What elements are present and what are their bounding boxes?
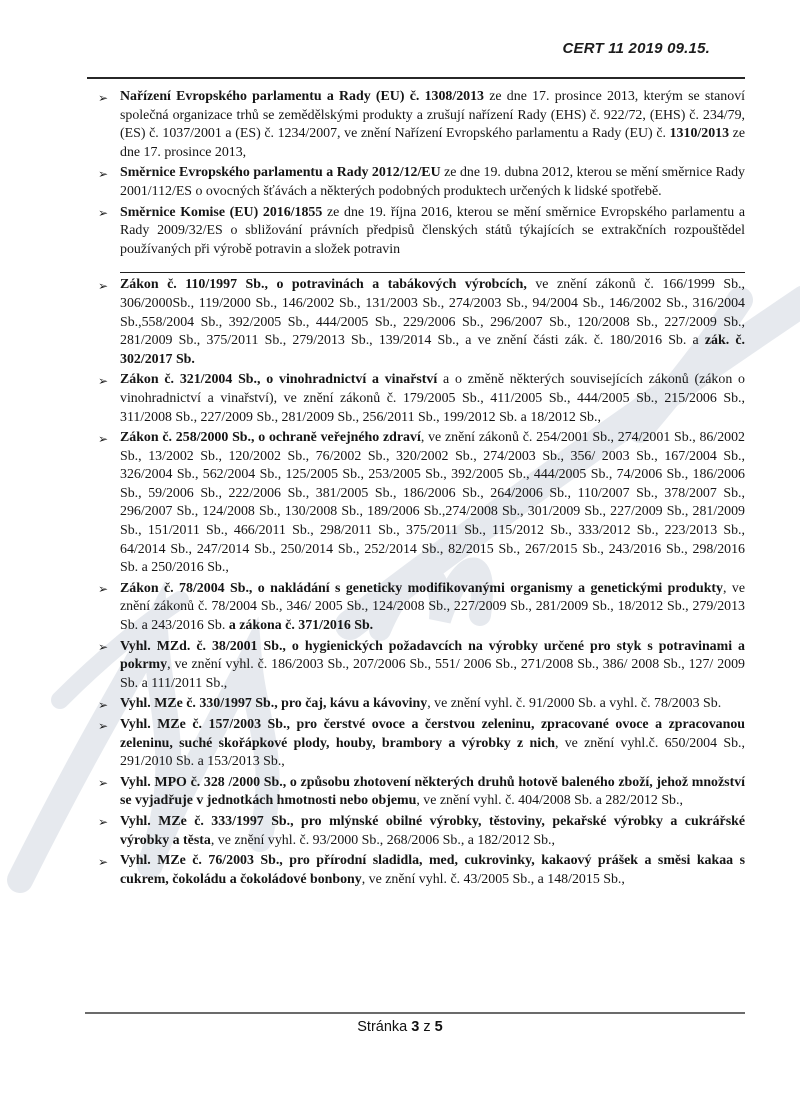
law-amendments: , ve znění vyhl. č. 93/2000 Sb., 268/2006 Sb., a 182/2012 Sb., (210, 832, 555, 848)
law-amendments: a o změně některých souvisejících zákonů (zákon o vinohradnictví a vinařství), ve znění zákonů č. 179/2005 Sb., 411/2005 Sb., 444/2005 Sb., 215/2006 Sb., 311/2008 Sb., 227/2009 Sb., 281/2009 Sb., 256/2011 Sb., 199/2012 Sb. a 18/2012 Sb., (120, 372, 746, 425)
law-title: Vyhl. MZe č. 76/2003 Sb., pro přírodní sladidla, med, cukrovinky, kakaový prášek a směsi kakaa s cukrem, čokoládu a čokoládové bonbony (120, 853, 745, 887)
national-laws-list (98, 276, 745, 889)
law-title: Směrnice Evropského parlamentu a Rady 2012/12/EU (120, 165, 441, 181)
arrow-bullet-icon: ➢ (98, 854, 109, 869)
law-amendments: , ve znění vyhl.č. 650/2004 Sb., 291/2010 Sb. a 153/2013 Sb., (120, 735, 745, 770)
law-amendments: , ve znění zákonů č. 254/2001 Sb., 274/2001 Sb., 86/2002 Sb., 13/2002 Sb., 120/2002 Sb., 76/2002 Sb., 320/2002 Sb., 274/2003 Sb., 356/ 2003 Sb., 167/2004 Sb., 326/2004 Sb., 562/2004 Sb., 125/2005 Sb., 253/2005 Sb., 392/2005 Sb., 444/2005 Sb., 74/2006 Sb., 186/2006 Sb., 59/2006 Sb., 222/2006 Sb., 381/2005 Sb., 186/2006 Sb., 264/2006 Sb., 110/2007 Sb., 378/2007 Sb., 296/2007 Sb., 124/2008 Sb., 130/2008 Sb., 189/2006 Sb.,274/2008 Sb., 301/2009 Sb., 227/2009 Sb., 281/2009 Sb., 151/2011 Sb., 466/2011 Sb., 298/2011 Sb., 375/2011 Sb., 115/2012 Sb., 333/2012 Sb., 223/2013 Sb., 64/2014 Sb., 247/2014 Sb., 250/2014 Sb., 252/2014 Sb., 82/2015 Sb., 267/2015 Sb., 243/2016 Sb., 298/2016 Sb. a 250/2016 Sb., (120, 430, 745, 576)
law-title: Zákon č. 78/2004 Sb., o nakládání s geneticky modifikovanými organismy a genetickými produkty (120, 580, 723, 596)
section-separator-rule (120, 272, 745, 273)
list-item (98, 276, 745, 369)
arrow-bullet-icon: ➢ (98, 431, 109, 446)
law-title: Vyhl. MZe č. 333/1997 Sb., pro mlýnské obilné výrobky, těstoviny, pekařské výrobky a cukrářské výrobky a těsta (120, 813, 745, 848)
law-amendments: ze dne 19. října 2016, kterou se mění směrnice Evropského parlamentu a Rady 2009/32/ES o sbližování právních předpisů členských států týkajících se extrakčních rozpouštědel používaných při výrobě potravin a složek potravin (120, 204, 745, 257)
law-title: Nařízení Evropského parlamentu a Rady (EU) č. 1308/2013 (120, 89, 484, 104)
law-title: a zákona č. 371/2016 Sb. (225, 618, 374, 634)
law-title: Vyhl. MPO č. 328 /2000 Sb., o způsobu zhotovení některých druhů hotově baleného zboží, jehož množství se vyjadřuje v jednotkách hmotnosti nebo objemu (120, 774, 745, 809)
list-item (98, 852, 745, 889)
list-item (98, 88, 745, 162)
footer-rule (85, 1012, 745, 1014)
header-rule (87, 77, 745, 79)
eu-regulations-list (98, 88, 745, 259)
law-amendments: , ve znění vyhl. č. 186/2003 Sb., 207/2006 Sb., 551/ 2006 Sb., 271/2008 Sb., 386/ 2008 Sb., 127/ 2009 Sb. a 111/2011 Sb., (120, 657, 745, 691)
footer-of-word: z (423, 1019, 431, 1035)
list-item (98, 204, 745, 260)
arrow-bullet-icon: ➢ (98, 697, 109, 712)
law-amendments: ve znění zákonů č. 166/1999 Sb., 306/2000Sb., 119/2000 Sb., 146/2002 Sb., 131/2003 Sb., 274/2003 Sb., 94/2004 Sb., 146/2002 Sb., 316/2004 Sb.,558/2004 Sb., 392/2005 Sb., 444/2005 Sb., 229/2006 Sb., 296/2007 Sb., 120/2008 Sb., 227/2009 Sb., 281/2009 Sb., 375/2011 Sb., 279/2013 Sb., 139/2014 Sb., a ve znění části zák. č. 180/2016 Sb. a (120, 277, 745, 349)
list-item (98, 638, 745, 694)
law-title: zák. č. 302/2017 Sb. (120, 333, 746, 367)
arrow-bullet-icon: ➢ (98, 776, 109, 791)
law-amendments: ze dne 17. prosince 2013, kterým se stanoví společná organizace trhů se zemědělskými produkty a zrušují nařízení Rady (EHS) č. 922/72, (EHS) č. 234/79, (ES) č. 1037/2001 a (ES) č. 1234/2007, ve znění Nařízení Evropského parlamentu a Rady (EU) č. (120, 89, 746, 142)
list-item (98, 695, 745, 714)
list-item (98, 371, 745, 427)
list-item (98, 429, 745, 578)
law-amendments: , ve znění vyhl. č. 43/2005 Sb., a 148/2015 Sb., (361, 871, 625, 887)
arrow-bullet-icon: ➢ (98, 815, 109, 830)
law-title: Zákon č. 110/1997 Sb., o potravinách a tabákových výrobcích, (120, 277, 527, 293)
footer-page-number: 3 (411, 1019, 420, 1035)
document-code: CERT 11 2019 09.15. (562, 40, 710, 57)
footer-word: Stránka (357, 1019, 408, 1035)
law-title: Vyhl. MZe č. 330/1997 Sb., pro čaj, kávu a kávoviny (120, 696, 428, 712)
list-item (98, 774, 745, 811)
footer-total-pages: 5 (434, 1019, 443, 1035)
law-title: 1310/2013 (669, 126, 730, 142)
law-title: Směrnice Komise (EU) 2016/1855 (120, 204, 323, 220)
arrow-bullet-icon: ➢ (98, 206, 109, 221)
arrow-bullet-icon: ➢ (98, 582, 109, 597)
list-item (98, 716, 745, 772)
law-title: Vyhl. MZe č. 157/2003 Sb., pro čerstvé ovoce a čerstvou zeleninu, zpracované ovoce a zpracovanou zeleninu, suché skořápkové plody, houby, brambory a výrobky z nich (120, 717, 745, 751)
arrow-bullet-icon: ➢ (98, 373, 109, 388)
arrow-bullet-icon: ➢ (98, 718, 109, 733)
law-title: Zákon č. 321/2004 Sb., o vinohradnictví a vinařství (120, 372, 438, 388)
arrow-bullet-icon: ➢ (98, 278, 109, 293)
law-amendments: , ve znění vyhl. č. 404/2008 Sb. a 282/2012 Sb., (416, 793, 683, 809)
page-footer (0, 1019, 800, 1035)
law-amendments: , ve znění vyhl. č. 91/2000 Sb. a vyhl. č. 78/2003 Sb. (427, 696, 722, 712)
arrow-bullet-icon: ➢ (98, 166, 109, 181)
law-amendments: , ve znění zákonů č. 78/2004 Sb., 346/ 2005 Sb., 124/2008 Sb., 227/2009 Sb., 281/2009 Sb., 18/2012 Sb., 279/2013 Sb. a 243/2016 Sb. (120, 580, 745, 634)
list-item (98, 164, 745, 201)
law-amendments: ze dne 19. dubna 2012, kterou se mění směrnice Rady 2001/112/ES o ovocných šťávách a některých podobných produktech určených k lidské spotřebě. (120, 165, 745, 199)
law-title: Vyhl. MZd. č. 38/2001 Sb., o hygienických požadavcích na výrobky určené pro styk s potravinami a pokrmy (120, 638, 745, 673)
list-item (98, 580, 745, 636)
list-item (98, 813, 745, 850)
law-title: Zákon č. 258/2000 Sb., o ochraně veřejného zdraví (120, 430, 421, 446)
law-amendments: ze dne 17. prosince 2013, (120, 126, 745, 160)
arrow-bullet-icon: ➢ (98, 640, 109, 655)
arrow-bullet-icon: ➢ (98, 90, 109, 105)
document-body (98, 88, 745, 891)
